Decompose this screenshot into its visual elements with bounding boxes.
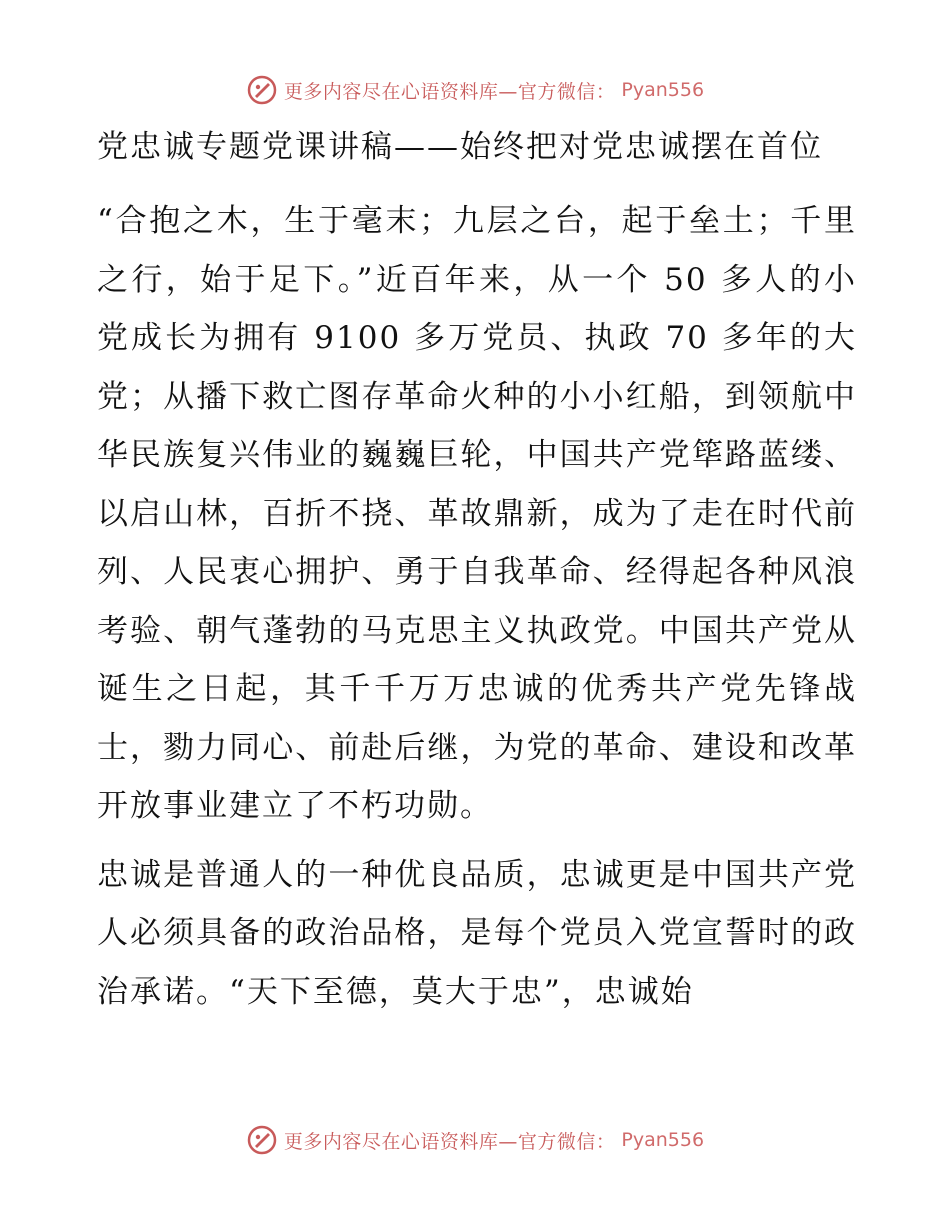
brand-logo-icon — [246, 74, 278, 106]
document-body — [97, 118, 857, 1031]
watermark-text: 更多内容尽在心语资料库—官方微信： — [283, 1130, 616, 1153]
watermark-handle: Pyan556 — [621, 79, 705, 101]
header-watermark — [0, 70, 950, 110]
body-paragraph: “合抱之木，生于毫末；九层之台，起于垒土；千里之行，始于足下。”近百年来，从一个 50 多人的小党成长为拥有 9100 多万党员、执政 70 多年的大党；从播下救亡图存革命火种的小小红船，到领航中华民族复兴伟业的巍巍巨轮，中国共产党筚路蓝缕、以启山林，百折不挠、革故鼎新，成为了走在时代前列、人民衷心拥护、勇于自我革命、经得起各种风浪考验、朝气蓬勃的马克思主义执政党。中国共产党从诞生之日起，其千千万万忠诚的优秀共产党先锋战士，勠力同心、前赴后继，为党的革命、建设和改革开放事业建立了不朽功勋。 — [97, 203, 857, 824]
footer-watermark — [0, 1120, 950, 1160]
watermark-text: 更多内容尽在心语资料库—官方微信： — [283, 80, 616, 103]
brand-logo-icon — [246, 1124, 278, 1156]
watermark-handle: Pyan556 — [621, 1129, 705, 1151]
document-title: 党忠诚专题党课讲稿——始终把对党忠诚摆在首位 — [97, 129, 823, 165]
body-paragraph: 忠诚是普通人的一种优良品质，忠诚更是中国共产党人必须具备的政治品格，是每个党员入党宣誓时的政治承诺。“天下至德，莫大于忠”，忠诚始 — [97, 856, 857, 1010]
